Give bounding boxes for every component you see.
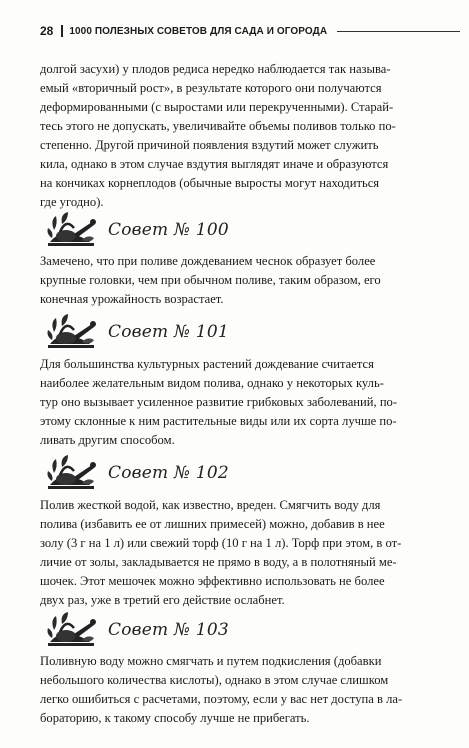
text-line: двух раз, уже в третий его действие ослабнет.	[40, 593, 285, 607]
text-line: на кончиках корнеплодов (обычные выросты могут находиться	[40, 176, 380, 190]
text-line: степенно. Другой причиной появления вздутий может служить	[40, 138, 379, 152]
watering-can-icon	[44, 312, 100, 352]
running-title: 1000 ПОЛЕЗНЫХ СОВЕТОВ ДЛЯ САДА И ОГОРОДА	[69, 25, 328, 37]
tip-title: Совет № 101	[108, 322, 229, 342]
watering-can-icon	[44, 610, 100, 650]
tip-heading-102	[44, 453, 304, 493]
text-line: Полив жесткой водой, как известно, вреден. Смягчить воду для	[40, 498, 381, 512]
tip-text-103	[40, 652, 458, 728]
text-line: этому склонные к ним растительные виды или их сорта лучше по-	[40, 414, 397, 428]
text-line: легко ошибиться с расчетами, поэтому, если у вас нет доступа в ла-	[40, 692, 403, 706]
tip-title: Совет № 103	[108, 620, 229, 640]
text-line: Замечено, что при поливе дождеванием чеснок образует более	[40, 254, 376, 268]
text-line: где угодно).	[40, 195, 104, 209]
tip-heading-101	[44, 312, 304, 352]
text-line: конечная урожайность возрастает.	[40, 292, 224, 306]
text-line: Для большинства культурных растений дождевание считается	[40, 357, 374, 371]
intro-paragraph	[40, 60, 458, 212]
page-number: 28	[40, 24, 54, 38]
text-line: наиболее желательным видом полива, однако у некоторых куль-	[40, 376, 384, 390]
header-separator	[61, 25, 63, 37]
text-line: деформированными (с выростами или перекрученными). Старай-	[40, 100, 394, 114]
text-line: крупные головки, чем при обычном поливе, таким образом, его	[40, 273, 381, 287]
tip-title: Совет № 102	[108, 463, 229, 483]
text-line: долгой засухи) у плодов редиса нередко наблюдается так называ-	[40, 62, 391, 76]
tip-heading-100	[44, 210, 304, 250]
text-line: полива (избавить ее от лишних примесей) можно, добавив в нее	[40, 517, 385, 531]
text-line: личие от золы, закладывается не прямо в воду, а в полотняный ме-	[40, 555, 397, 569]
tip-text-102	[40, 496, 458, 610]
watering-can-icon	[44, 453, 100, 493]
text-line: золу (3 г на 1 л) или свежий торф (10 г на 1 л). Торф при этом, в от-	[40, 536, 402, 550]
text-line: тесь этого не допускать, увеличивайте объемы поливов только по-	[40, 119, 396, 133]
page-header	[40, 23, 460, 39]
text-line: Поливную воду можно смягчать и путем подкисления (добавки	[40, 654, 382, 668]
watering-can-icon	[44, 210, 100, 250]
text-line: небольшого количества кислоты), однако в этом случае слишком	[40, 673, 389, 687]
header-rule	[337, 31, 460, 32]
text-line: шочек. Этот мешочек можно эффективно использовать не более	[40, 574, 385, 588]
tip-text-100	[40, 252, 458, 309]
text-line: кила, однако в этом случае вздутия выглядят иначе и образуются	[40, 157, 389, 171]
tip-text-101	[40, 355, 458, 450]
text-line: тур оно вызывает усиленное развитие грибковых заболеваний, по-	[40, 395, 398, 409]
text-line: ливать другим способом.	[40, 433, 175, 447]
text-line: бораторию, к такому способу лучше не прибегать.	[40, 711, 310, 725]
tip-heading-103	[44, 610, 304, 650]
tip-title: Совет № 100	[108, 220, 229, 240]
text-line: емый «вторичный рост», в результате которого они получаются	[40, 81, 382, 95]
